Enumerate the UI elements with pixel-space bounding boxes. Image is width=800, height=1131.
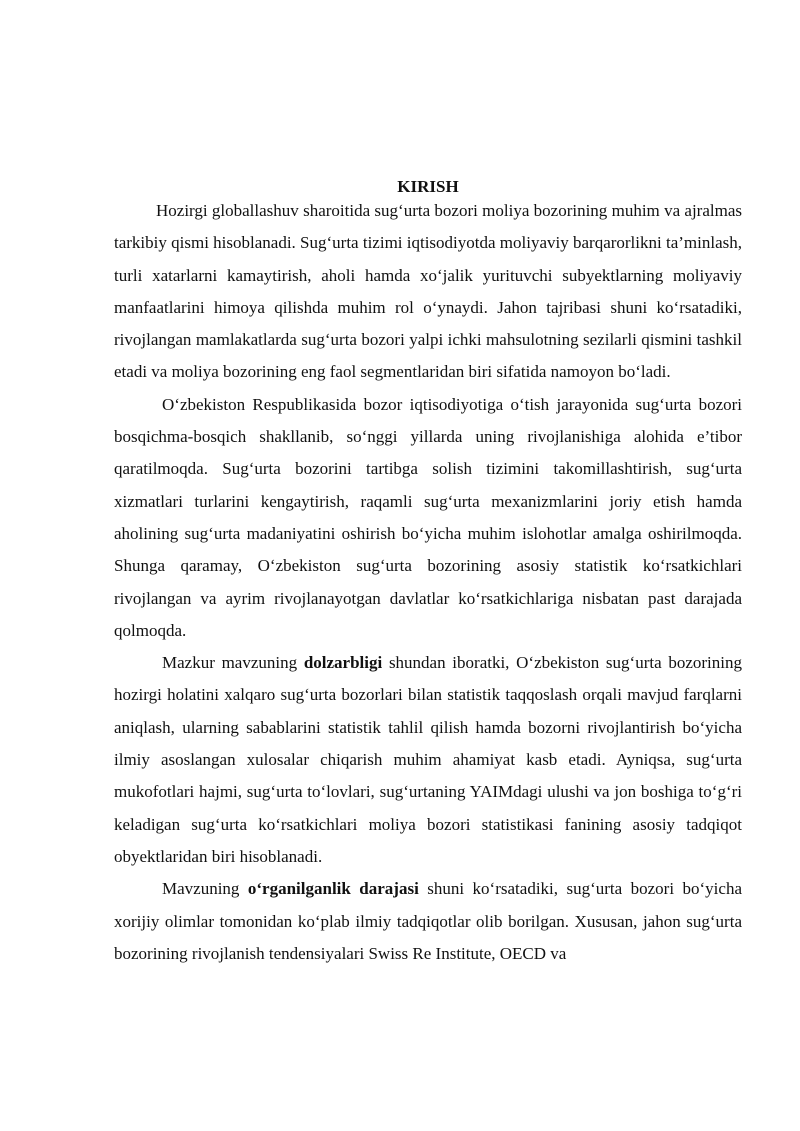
- paragraph-3-rest: shundan iboratki, O‘zbekiston sug‘urta bozorining hozirgi holatini xalqaro sug‘urta bozorlari bilan statistik taqqoslash orqali mavjud farqlarni aniqlash, ularning sabablarini statistik tahlil qilish hamda bozorni rivojlantirish bo‘yicha ilmiy asoslangan xulosalar chiqarish muhim ahamiyat kasb etadi. Ayniqsa, sug‘urta mukofotlari hajmi, sug‘urta to‘lovlari, sug‘urtaning YAIMdagi ulushi va jon boshiga to‘g‘ri keladigan sug‘urta ko‘rsatkichlari moliya bozori statistikasi fanining asosiy tadqiqot obyektlaridan biri hisoblanadi.: [114, 653, 742, 866]
- paragraph-4-lead: Mavzuning: [162, 879, 248, 899]
- paragraph-3: [114, 647, 742, 873]
- document-page: [114, 176, 742, 970]
- paragraph-4-bold-term: o‘rganilganlik darajasi: [247, 879, 419, 899]
- paragraph-4: [114, 873, 742, 970]
- paragraph-3-lead: Mazkur mavzuning: [162, 653, 304, 673]
- paragraph-3-bold-term: dolzarbligi: [303, 653, 383, 673]
- paragraph-1: Hozirgi globallashuv sharoitida sug‘urta bozori moliya bozorining muhim va ajralmas tarkibiy qismi hisoblanadi. Sug‘urta tizimi iqtisodiyotda moliyaviy barqarorlikni ta’minlash, turli xatarlarni kamaytirish, aholi hamda xo‘jalik yurituvchi subyektlarning moliyaviy manfaatlarini himoya qilishda muhim rol o‘ynaydi. Jahon tajribasi shuni ko‘rsatadiki, rivojlangan mamlakatlarda sug‘urta bozori yalpi ichki mahsulotning sezilarli qismini tashkil etadi va moliya bozorining eng faol segmentlaridan biri sifatida namoyon bo‘ladi.: [114, 201, 742, 382]
- document-title: KIRISH: [397, 177, 459, 196]
- paragraph-2: O‘zbekiston Respublikasida bozor iqtisodiyotiga o‘tish jarayonida sug‘urta bozori bosqichma-bosqich shakllanib, so‘nggi yillarda uning rivojlanishiga alohida e’tibor qaratilmoqda. Sug‘urta bozorini tartibga solish tizimini takomillashtirish, sug‘urta xizmatlari turlarini kengaytirish, raqamli sug‘urta mexanizmlarini joriy etish hamda aholining sug‘urta madaniyatini oshirish bo‘yicha muhim islohotlar amalga oshirilmoqda. Shunga qaramay, O‘zbekiston sug‘urta bozorining asosiy statistik ko‘rsatkichlari rivojlangan va ayrim rivojlanayotgan davlatlar ko‘rsatkichlariga nisbatan past darajada qolmoqda.: [114, 394, 742, 640]
- paragraph-4-rest: shuni ko‘rsatadiki, sug‘urta bozori bo‘yicha xorijiy olimlar tomonidan ko‘plab ilmiy tadqiqotlar olib borilgan. Xususan, jahon sug‘urta bozorining rivojlanish tendensiyalari Swiss Re Institute, OECD va: [114, 879, 742, 963]
